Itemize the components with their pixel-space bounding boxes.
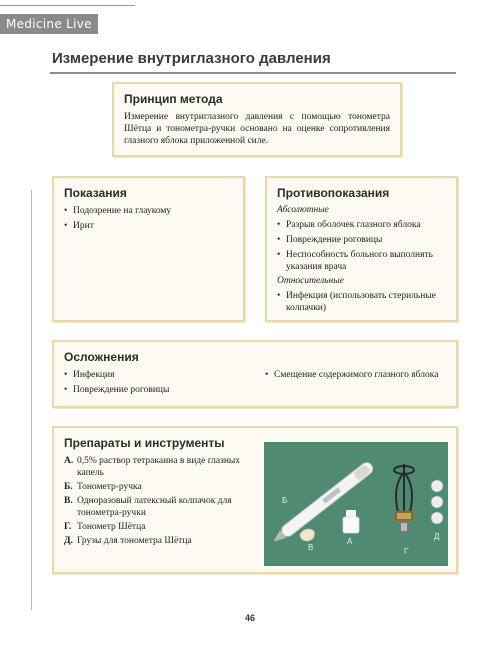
title-rule	[50, 72, 456, 74]
latex-cap	[300, 529, 314, 541]
photo-label-a: А	[347, 537, 353, 546]
list-item: • Ирит	[64, 220, 233, 232]
watermark-logo: Medicine Live	[0, 14, 98, 34]
complications-list-right	[265, 369, 446, 399]
tools-box	[52, 426, 458, 574]
indications-list	[64, 205, 233, 232]
list-item	[64, 455, 249, 479]
tonometer-weights	[431, 480, 443, 524]
item-letter: А.	[64, 456, 74, 466]
list-item: • Инфекция (использовать стерильные колпачки)	[277, 290, 446, 314]
principle-box	[112, 82, 402, 157]
watermark-line	[0, 5, 135, 6]
list-item: • Разрыв оболочек глазного яблока	[277, 219, 446, 231]
item-text: Тонометр Шётца	[77, 522, 146, 532]
list-item	[64, 481, 249, 493]
relative-list	[277, 290, 446, 314]
item-letter: Б.	[64, 482, 73, 492]
complications-heading: Осложнения	[64, 350, 139, 364]
item-letter: Д.	[64, 536, 73, 546]
relative-label: Относительные	[277, 276, 344, 286]
photo-label-g: Г	[404, 547, 409, 556]
list-item	[64, 521, 249, 533]
contraindications-box	[265, 176, 458, 322]
photo-label-b: Б	[282, 496, 288, 505]
photo-label-v: В	[308, 543, 314, 552]
list-item: • Неспособность больного выполнять указания врача	[277, 249, 446, 273]
eye-drops-bottle	[343, 510, 359, 533]
list-item: • Инфекция	[64, 369, 245, 381]
indications-heading: Показания	[64, 186, 127, 200]
complications-list-left	[64, 369, 245, 399]
item-letter: Г.	[64, 522, 72, 532]
complications-box	[52, 340, 458, 408]
tools-heading: Препараты и инструменты	[64, 436, 225, 450]
item-text: Грузы для тонометра Шётца	[77, 536, 192, 546]
photo-label-d: Д	[434, 532, 440, 541]
list-item	[64, 495, 249, 519]
tools-list	[64, 455, 249, 547]
list-item: • Повреждение роговицы	[64, 384, 245, 396]
item-text: Тонометр-ручка	[77, 482, 142, 492]
instruments-photo	[264, 442, 448, 566]
list-item: • Подозрение на глаукому	[64, 205, 233, 217]
indications-box	[52, 176, 245, 322]
page-number: 46	[244, 613, 255, 623]
instruments-illustration	[264, 442, 448, 566]
page-title: Измерение внутриглазного давления	[52, 50, 331, 67]
absolute-label: Абсолютные	[277, 205, 329, 215]
item-text: 0,5% раствор тетракаина в виде глазных капель	[77, 456, 241, 478]
absolute-list	[277, 219, 446, 273]
margin-line	[31, 190, 32, 610]
item-text: Одноразовый латексный колпачок для тонометра-ручки	[77, 496, 232, 518]
list-item: • Смещение содержимого глазного яблока	[265, 369, 446, 381]
principle-text: Измерение внутриглазного давления с помощью тонометра Шётца и тонометра-ручки основано на оценке сопротивления глазного яблока приложенной силе.	[124, 112, 390, 146]
contraindications-heading: Противопоказания	[277, 186, 390, 200]
list-item: • Повреждение роговицы	[277, 234, 446, 246]
item-letter: В.	[64, 496, 73, 506]
principle-heading: Принцип метода	[124, 92, 223, 106]
list-item	[64, 535, 249, 547]
schiotz-tonometer	[394, 464, 414, 532]
